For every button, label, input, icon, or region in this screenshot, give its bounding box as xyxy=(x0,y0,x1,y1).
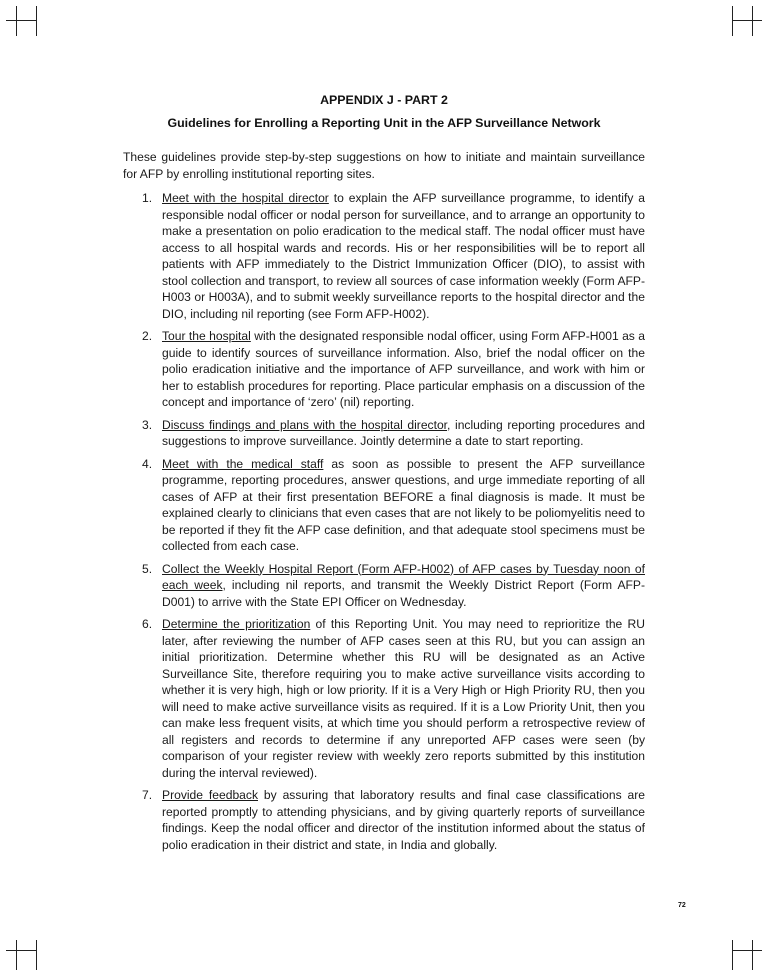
crop-mark xyxy=(752,940,753,970)
step-lead: Meet with the medical staff xyxy=(162,456,324,471)
list-item xyxy=(142,561,645,611)
intro-paragraph: These guidelines provide step-by-step suggestions on how to initiate and maintain surveillance for AFP by enrolling institutional reporting sites. xyxy=(123,150,645,181)
step-number: 7. xyxy=(142,788,153,802)
step-number: 2. xyxy=(142,329,153,343)
step-lead: Meet with the hospital director xyxy=(162,191,329,205)
list-item xyxy=(142,616,645,781)
crop-mark xyxy=(732,6,733,36)
list-item xyxy=(142,190,645,322)
list-item xyxy=(142,328,645,411)
step-lead: Provide feedback xyxy=(162,788,258,802)
step-number: 6. xyxy=(142,617,153,631)
crop-mark xyxy=(16,6,17,36)
list-item xyxy=(142,787,645,853)
appendix-heading: APPENDIX J - PART 2 xyxy=(320,93,448,107)
step-number: 3. xyxy=(142,417,153,432)
crop-mark xyxy=(36,940,37,970)
crop-mark xyxy=(36,6,37,36)
step-lead: Tour the hospital xyxy=(162,329,251,343)
list-item xyxy=(142,417,645,450)
list-item xyxy=(142,456,645,555)
crop-mark xyxy=(6,950,36,951)
step-text: as soon as possible to present the AFP surveillance programme, reporting procedures, answer questions, and urge immediate reporting of all cases of AFP at their first presentation BEFORE a final diagnosis is made. It must be explained clearly to clinicians that even cases that are not likely to be poliomyelitis need to be reported if they fit the AFP case definition, and that adequate stool specimens must be collected from each case. xyxy=(162,456,645,553)
step-lead: Determine the prioritization xyxy=(162,617,311,631)
step-text: , including nil reports, and transmit the Weekly District Report (Form AFP-D001) to arrive with the State EPI Officer on Wednesday. xyxy=(162,578,646,609)
step-text: of this Reporting Unit. You may need to reprioritize the RU later, after reviewing the number of AFP cases seen at this RU, but you can assign an initial prioritization. Determine whether this RU will be designated as an Active Surveillance Site, therefore requiring you to make active surveillance visits according to whether it is very high, high or low priority. If it is a Very High or High Priority RU, then you will need to make active surveillance visits as required. If it is a Low Priority Unit, then you can make less frequent visits, at which time you should perform a retrospective review of all registers and records to determine if any unreported AFP cases were seen (by comparison of your register review with weekly zero reports submitted by this institution during the interval reviewed). xyxy=(162,617,645,780)
crop-mark xyxy=(732,20,762,21)
step-number: 1. xyxy=(142,191,153,205)
steps-list xyxy=(142,190,645,859)
step-lead: Collect the Weekly Hospital Report (Form AFP-H002) of AFP cases by Tuesday noon of each week xyxy=(162,561,645,592)
crop-mark xyxy=(732,950,762,951)
page-number: 72 xyxy=(678,902,686,909)
step-text: , including reporting procedures and suggestions to improve surveillance. Jointly determine a date to start reporting. xyxy=(162,417,645,448)
page-title: Guidelines for Enrolling a Reporting Unit in the AFP Surveillance Network xyxy=(167,116,601,130)
step-text: by assuring that laboratory results and final case classifications are reported promptly to attending physicians, and by giving quarterly reports of surveillance findings. Keep the nodal officer and director of the institution informed about the status of polio eradication in their district and state, in India and globally. xyxy=(162,788,646,852)
crop-mark xyxy=(752,6,753,36)
step-text: to explain the AFP surveillance programme, to identify a responsible nodal officer or nodal person for surveillance, and to arrange an opportunity to make a presentation on polio eradication to the medical staff. The nodal officer must have access to all hospital wards and records. His or her responsibilities will be to report all patients with AFP immediately to the District Immunization Officer (DIO), to assist with stool collection and transport, to review all sources of case information weekly (Form AFP-H003 or H003A), and to submit weekly surveillance reports to the hospital director and the DIO, including nil reporting (see Form AFP-H002). xyxy=(162,191,646,321)
crop-mark xyxy=(16,940,17,970)
step-lead: Discuss findings and plans with the hospital director xyxy=(162,417,448,432)
step-number: 5. xyxy=(142,561,153,576)
crop-mark xyxy=(732,940,733,970)
step-text: with the designated responsible nodal officer, using Form AFP-H001 as a guide to identify sources of surveillance information. Also, brief the nodal officer on the polio eradication initiative and the importance of AFP surveillance, and work with him or her to establish procedures for reporting. Place particular emphasis on a discussion of the concept and importance of ‘zero’ (nil) reporting. xyxy=(162,329,645,409)
crop-mark xyxy=(6,20,36,21)
step-number: 4. xyxy=(142,456,153,471)
